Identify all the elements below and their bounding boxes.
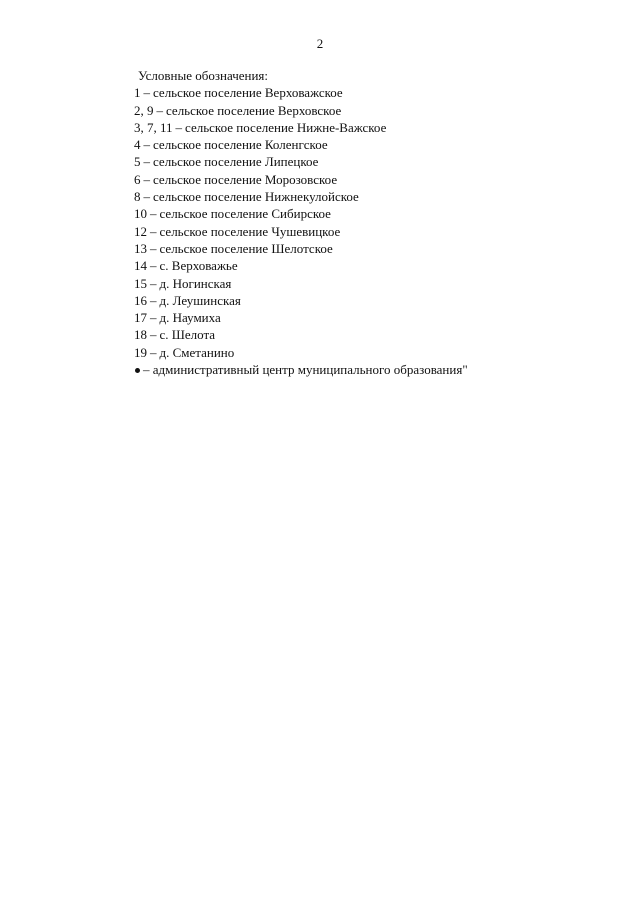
legend-item-dash: – xyxy=(150,258,157,274)
legend-item-label: с. Шелота xyxy=(159,327,216,343)
legend-item-dash: – xyxy=(143,189,150,205)
legend-item-label: д. Сметанино xyxy=(159,344,235,360)
legend-item-dash: – xyxy=(143,85,150,101)
legend-item-label: д. Леушинская xyxy=(159,292,241,308)
legend-item xyxy=(134,292,604,309)
legend-item xyxy=(134,344,604,361)
legend-item xyxy=(134,326,604,343)
legend-item-key: 13 xyxy=(134,240,147,256)
legend-item-dash: – xyxy=(150,310,157,326)
legend-item xyxy=(134,240,604,257)
legend-item xyxy=(134,84,604,101)
legend-item-key: 2, 9 xyxy=(134,102,154,118)
legend-item-label: сельское поселение Морозовское xyxy=(153,171,338,187)
legend-item-key: 5 xyxy=(134,154,141,170)
legend-item-key: 4 xyxy=(134,137,141,153)
legend-item-key: 15 xyxy=(134,275,147,291)
legend-item-label: сельское поселение Чушевицкое xyxy=(159,223,341,239)
legend xyxy=(134,67,604,378)
legend-item-dash: – xyxy=(150,240,157,256)
legend-item-label: сельское поселение Нижне-Важское xyxy=(185,119,387,135)
legend-item-dash: – xyxy=(150,206,157,222)
legend-item-label: сельское поселение Верховское xyxy=(166,102,342,118)
legend-item-key: 8 xyxy=(134,189,141,205)
legend-item-key: 19 xyxy=(134,344,147,360)
legend-item-label: сельское поселение Нижнекулойское xyxy=(153,189,359,205)
legend-item-key: 1 xyxy=(134,85,141,101)
legend-item-label: д. Ногинская xyxy=(159,275,232,291)
legend-item-label: сельское поселение Шелотское xyxy=(159,240,333,256)
bullet-icon xyxy=(135,368,140,373)
legend-item-dash: – xyxy=(150,344,157,360)
legend-list xyxy=(134,84,604,361)
legend-item xyxy=(134,205,604,222)
legend-item-dash: – xyxy=(156,102,163,118)
legend-item-key: 12 xyxy=(134,223,147,239)
legend-item xyxy=(134,136,604,153)
legend-item-dash: – xyxy=(143,137,150,153)
legend-item-key: 18 xyxy=(134,327,147,343)
legend-item xyxy=(134,275,604,292)
legend-item xyxy=(134,153,604,170)
legend-item-key: 16 xyxy=(134,292,147,308)
legend-item xyxy=(134,257,604,274)
legend-item xyxy=(134,119,604,136)
legend-item xyxy=(134,102,604,119)
legend-item-dash: – xyxy=(175,119,183,135)
legend-item-dash: – xyxy=(150,223,157,239)
legend-item-label: сельское поселение Липецкое xyxy=(153,154,319,170)
legend-item xyxy=(134,223,604,240)
legend-footnote xyxy=(134,361,604,378)
legend-item-key: 3, 7, 11 xyxy=(134,119,173,135)
legend-item-label: д. Наумиха xyxy=(159,310,221,326)
legend-item xyxy=(134,171,604,188)
legend-item-label: сельское поселение Верховажское xyxy=(153,85,343,101)
legend-item-label: сельское поселение Сибирское xyxy=(159,206,331,222)
legend-item-dash: – xyxy=(143,154,150,170)
legend-item xyxy=(134,188,604,205)
legend-item xyxy=(134,309,604,326)
legend-item-label: сельское поселение Коленгское xyxy=(153,137,328,153)
legend-item-dash: – xyxy=(150,327,157,343)
legend-item-key: 17 xyxy=(134,310,147,326)
legend-item-key: 10 xyxy=(134,206,147,222)
legend-item-key: 14 xyxy=(134,258,147,274)
legend-item-dash: – xyxy=(143,171,150,187)
legend-item-dash: – xyxy=(150,275,157,291)
legend-item-key: 6 xyxy=(134,171,141,187)
legend-item-dash: – xyxy=(150,292,157,308)
legend-title: Условные обозначения: xyxy=(138,68,269,83)
page-number: 2 xyxy=(316,36,324,51)
legend-item-label: с. Верховажье xyxy=(159,258,238,274)
legend-footnote-text: – административный центр муниципального образования" xyxy=(143,362,468,378)
